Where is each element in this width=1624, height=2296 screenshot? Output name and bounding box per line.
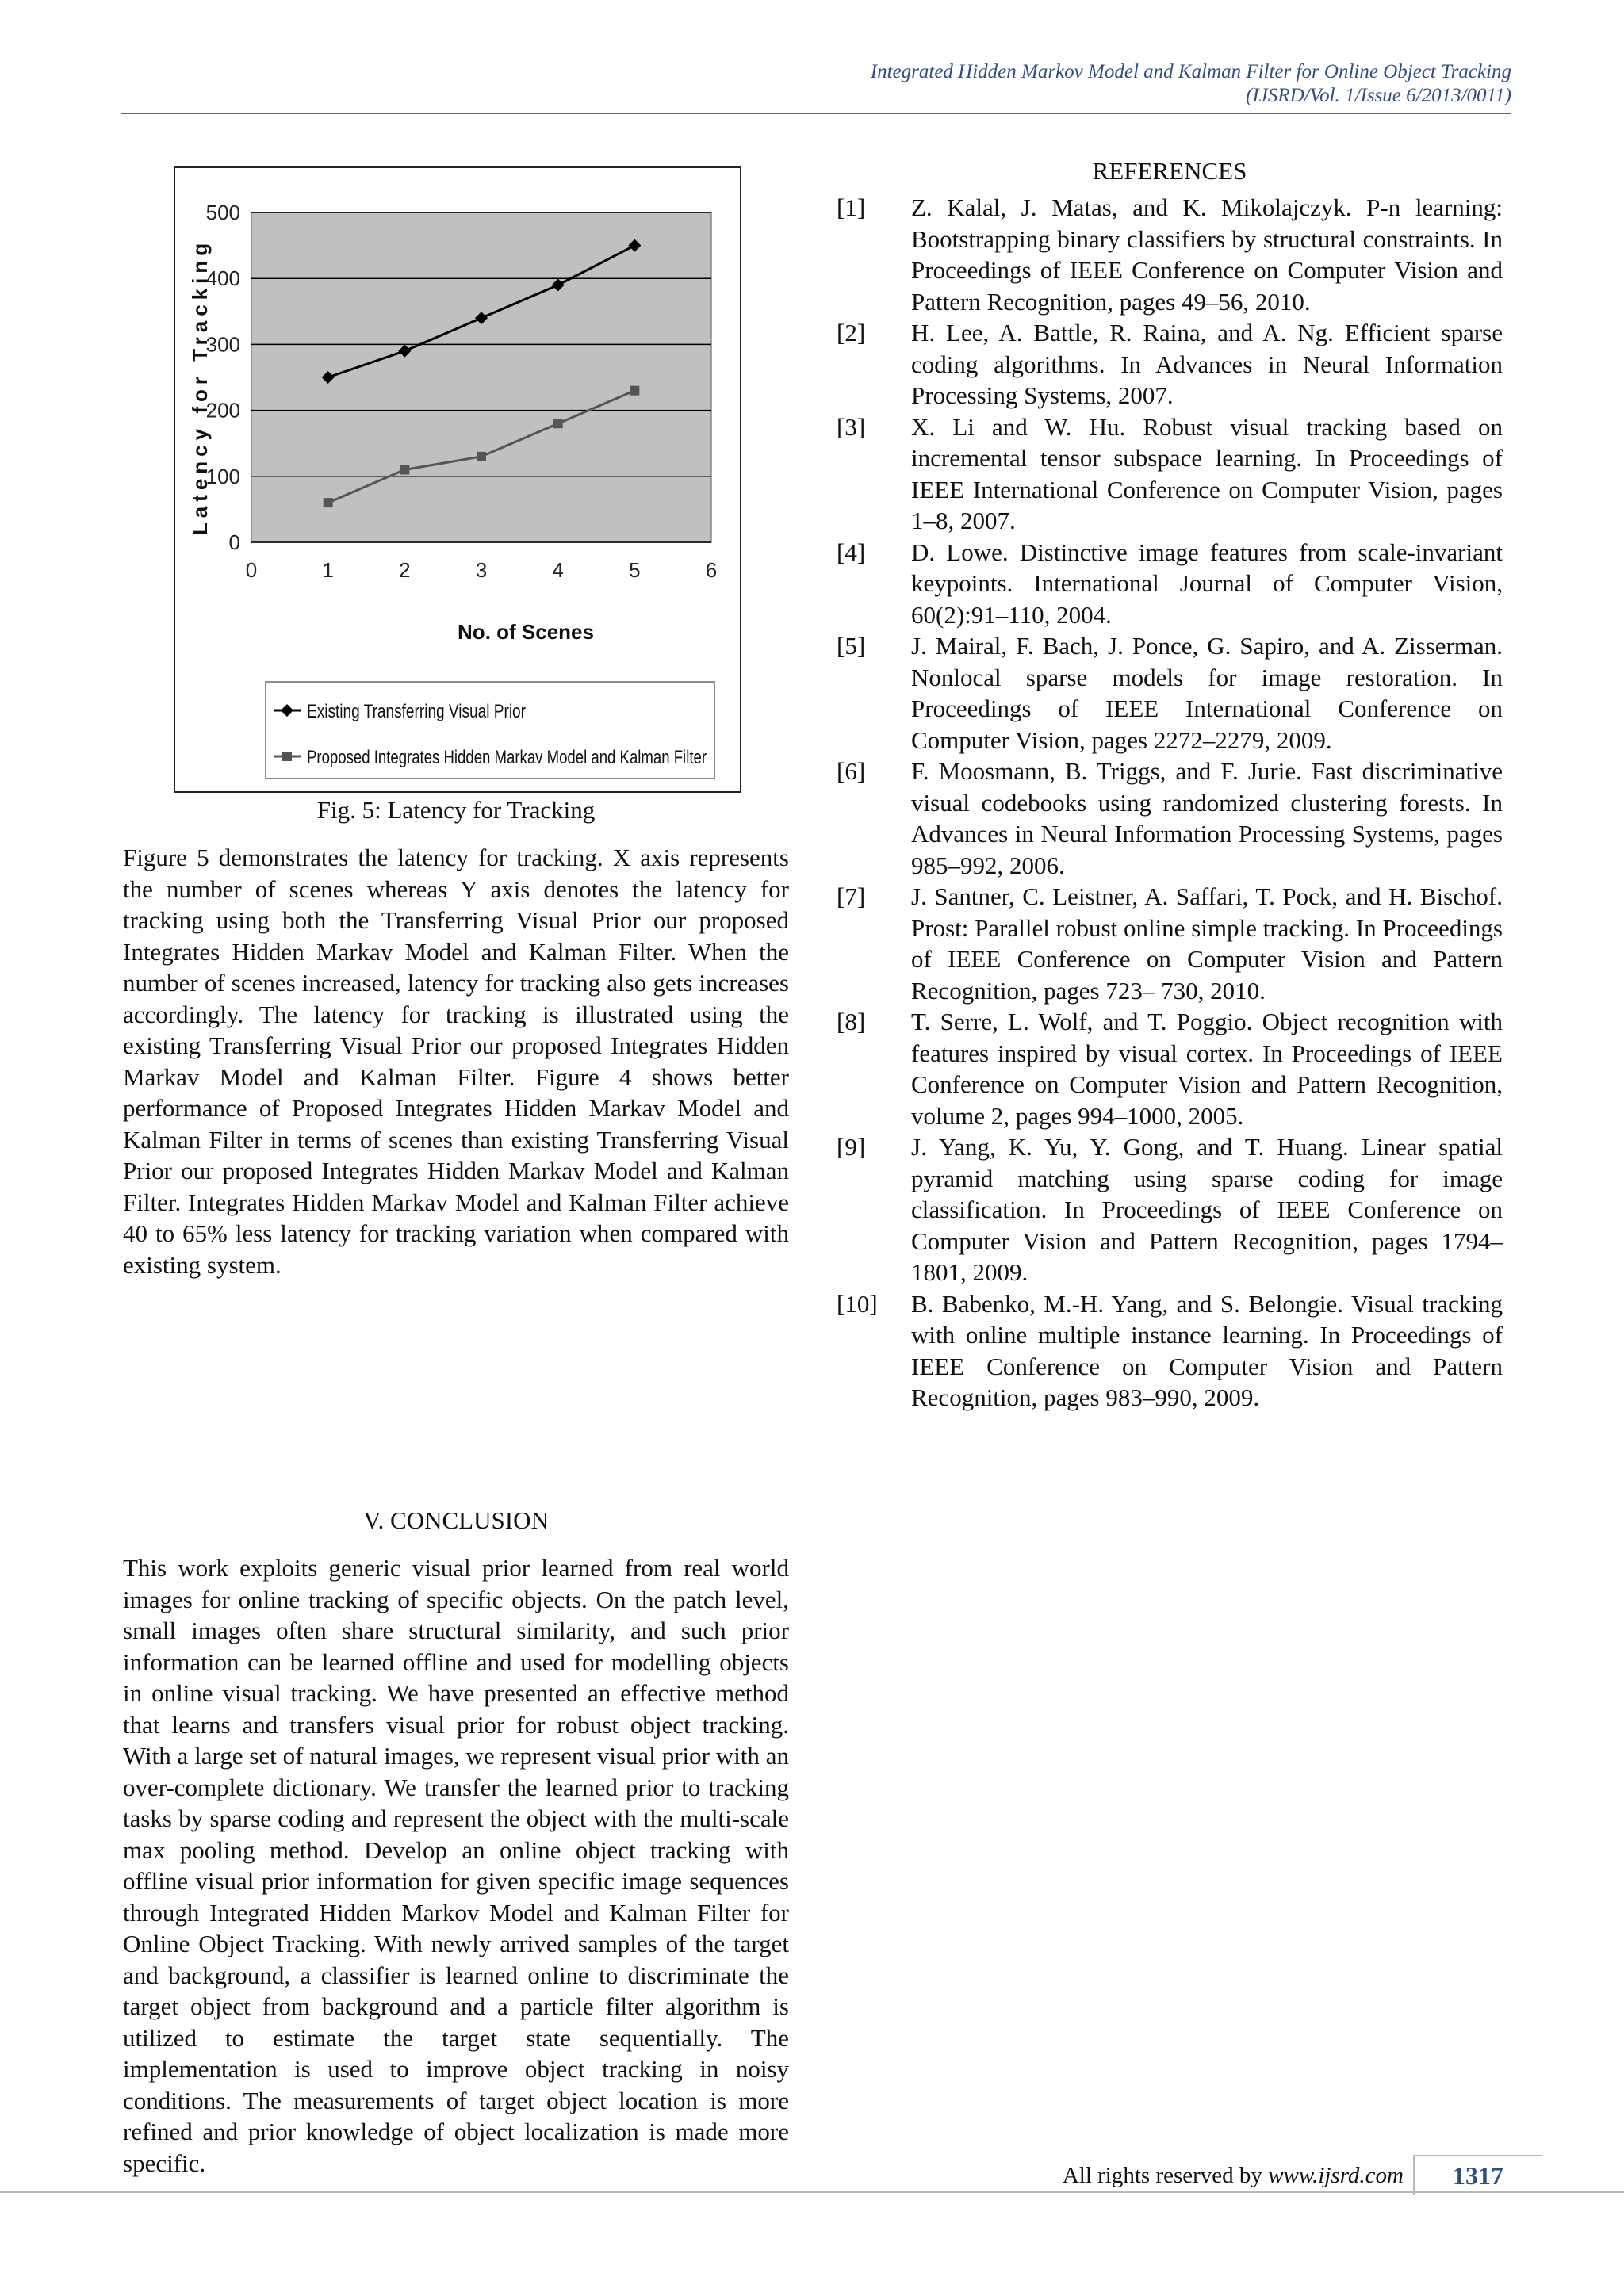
reference-text: J. Mairal, F. Bach, J. Ponce, G. Sapiro, and A. Zisserman. Nonlocal sparse models for image restoration. In Proceedings of IEEE International Conference on Computer Vision, pages 2272–2279, 2009. bbox=[911, 632, 1503, 754]
y-tick-label: 0 bbox=[228, 530, 240, 554]
y-tick-label: 500 bbox=[205, 201, 240, 224]
header-rule bbox=[121, 113, 1511, 114]
x-tick-label: 4 bbox=[552, 558, 564, 582]
reference-text: T. Serre, L. Wolf, and T. Poggio. Object recognition with features inspired by visual cortex. In Proceedings of IEEE Conference on Computer Vision and Pattern Recognition, volume 2, pages 994–1000, 2005. bbox=[911, 1008, 1503, 1130]
reference-number: [6] bbox=[837, 757, 866, 785]
reference-item bbox=[837, 756, 1503, 881]
reference-item bbox=[837, 630, 1503, 756]
header-title: Integrated Hidden Markov Model and Kalman Filter for Online Object Tracking bbox=[870, 61, 1511, 82]
figure-paragraph: Figure 5 demonstrates the latency for tracking. X axis represents the number of scenes whereas Y axis denotes the latency for tracking using both the Transferring Visual Prior our proposed Integrates Hidden Markav Model and Kalman Filter. When the number of scenes increased, latency for tracking also gets increases accordingly. The latency for tracking is illustrated using the existing Transferring Visual Prior our proposed Integrates Hidden Markav Model and Kalman Filter. Figure 4 shows better performance of Proposed Integrates Hidden Markav Model and Kalman Filter in terms of scenes than existing Transferring Visual Prior our proposed Integrates Hidden Markav Model and Kalman Filter. Integrates Hidden Markav Model and Kalman Filter achieve 40 to 65% less latency for tracking variation when compared with existing system. bbox=[123, 844, 789, 1279]
reference-text: H. Lee, A. Battle, R. Raina, and A. Ng. Efficient sparse coding algorithms. In Advances in Neural Information Processing Systems, 2007. bbox=[911, 319, 1503, 409]
x-tick-label: 5 bbox=[629, 558, 641, 582]
x-axis-title: No. of Scenes bbox=[458, 620, 594, 644]
reference-item bbox=[837, 1006, 1503, 1131]
reference-number: [5] bbox=[837, 632, 866, 660]
footer-rights-label: All rights reserved by bbox=[1062, 2163, 1269, 2188]
footer-site-link[interactable]: www.ijsrd.com bbox=[1268, 2163, 1404, 2188]
reference-text: B. Babenko, M.-H. Yang, and S. Belongie. Visual tracking with online multiple instance learning. In Proceedings of IEEE Conference on Computer Vision and Pattern Recognition, pages 983–990, 2009. bbox=[911, 1289, 1503, 1411]
x-tick-label: 2 bbox=[399, 558, 411, 582]
reference-text: J. Santner, C. Leistner, A. Saffari, T. Pock, and H. Bischof. Prost: Parallel robust online simple tracking. In Proceedings of IEEE Conference on Computer Vision and Pattern Recognition, pages 723– 730, 2010. bbox=[911, 882, 1503, 1004]
reference-number: [1] bbox=[837, 193, 866, 221]
reference-text: X. Li and W. Hu. Robust visual tracking based on incremental tensor subspace learning. In Proceedings of IEEE International Conference on Computer Vision, pages 1–8, 2007. bbox=[911, 412, 1503, 534]
y-tick-label: 200 bbox=[205, 398, 240, 423]
reference-item bbox=[837, 192, 1503, 317]
x-tick-label: 1 bbox=[322, 558, 334, 582]
page-number: 1317 bbox=[1413, 2155, 1542, 2195]
reference-text: J. Yang, K. Yu, Y. Gong, and T. Huang. Linear spatial pyramid matching using sparse coding for image classification. In Proceedings of IEEE Conference on Computer Vision and Pattern Recognition, pages 1794– 1801, 2009. bbox=[911, 1133, 1503, 1286]
reference-number: [2] bbox=[837, 319, 866, 346]
x-tick-label: 3 bbox=[475, 558, 488, 582]
x-tick-label: 0 bbox=[245, 558, 258, 582]
y-tick-label: 300 bbox=[205, 332, 240, 357]
data-point bbox=[477, 452, 486, 461]
conclusion-heading: V. CONCLUSION bbox=[363, 1506, 549, 1534]
reference-number: [10] bbox=[837, 1289, 878, 1318]
running-header bbox=[401, 60, 1511, 108]
data-point bbox=[553, 419, 563, 428]
reference-number: [8] bbox=[837, 1008, 866, 1035]
reference-item bbox=[837, 317, 1503, 411]
legend-label: Proposed Integrates Hidden Markav Model and Kalman Filter bbox=[307, 747, 707, 768]
chart-svg bbox=[175, 168, 740, 791]
reference-item bbox=[837, 537, 1503, 631]
footer-rule bbox=[0, 2191, 1624, 2193]
reference-item bbox=[837, 881, 1503, 1006]
reference-number: [4] bbox=[837, 538, 866, 566]
data-point bbox=[400, 465, 409, 474]
legend-label: Existing Transferring Visual Prior bbox=[307, 701, 526, 722]
latency-chart bbox=[174, 166, 741, 793]
data-point bbox=[324, 498, 333, 507]
reference-number: [7] bbox=[837, 882, 866, 910]
header-journal: (IJSRD/Vol. 1/Issue 6/2013/0011) bbox=[1246, 85, 1511, 106]
figure-caption: Fig. 5: Latency for Tracking bbox=[316, 796, 596, 824]
reference-number: [3] bbox=[837, 412, 866, 441]
y-axis-title: Latency for Tracking bbox=[188, 238, 212, 536]
y-tick-label: 100 bbox=[205, 464, 240, 488]
reference-text: D. Lowe. Distinctive image features from scale-invariant keypoints. International Journal of Computer Vision, 60(2):91–110, 2004. bbox=[911, 538, 1503, 629]
reference-item bbox=[837, 1131, 1503, 1288]
reference-text: F. Moosmann, B. Triggs, and F. Jurie. Fast discriminative visual codebooks using randomized clustering forests. In Advances in Neural Information Processing Systems, pages 985–992, 2006. bbox=[911, 757, 1503, 879]
plot-area bbox=[251, 212, 711, 542]
x-tick-label: 6 bbox=[705, 558, 718, 582]
reference-number: [9] bbox=[837, 1133, 866, 1161]
footer-rights bbox=[959, 2163, 1404, 2189]
reference-text: Z. Kalal, J. Matas, and K. Mikolajczyk. P-n learning: Bootstrapping binary classifiers by structural constraints. In Proceedings of IEEE Conference on Computer Vision and Pattern Recognition, pages 49–56, 2010. bbox=[911, 193, 1503, 316]
reference-item bbox=[837, 1288, 1503, 1414]
y-tick-label: 400 bbox=[205, 266, 240, 291]
data-point bbox=[630, 386, 639, 396]
right-column bbox=[837, 155, 1503, 1414]
reference-item bbox=[837, 411, 1503, 537]
reference-list bbox=[837, 192, 1503, 1414]
data-point bbox=[282, 752, 292, 761]
references-heading: REFERENCES bbox=[1092, 157, 1247, 185]
conclusion-paragraph: This work exploits generic visual prior learned from real world images for online tracking of specific objects. On the patch level, small images often share structural similarity, and such prior information can be learned offline and used for modelling objects in online visual tracking. We have presented an effective method that learns and transfers visual prior for robust object tracking. With a large set of natural images, we represent visual prior with an over-complete dictionary. We transfer the learned prior to tracking tasks by sparse coding and represent the object with the multi-scale max pooling method. Develop an online object tracking with offline visual prior information for given specific image sequences through Integrated Hidden Markov Model and Kalman Filter for Online Object Tracking. With newly arrived samples of the target and background, a classifier is learned online to discriminate the target object from background and a particle filter algorithm is utilized to estimate the target state sequentially. The implementation is used to improve object tracking in noisy conditions. The measurements of target object location is more refined and prior knowledge of object localization is made more specific. bbox=[123, 1554, 789, 2177]
